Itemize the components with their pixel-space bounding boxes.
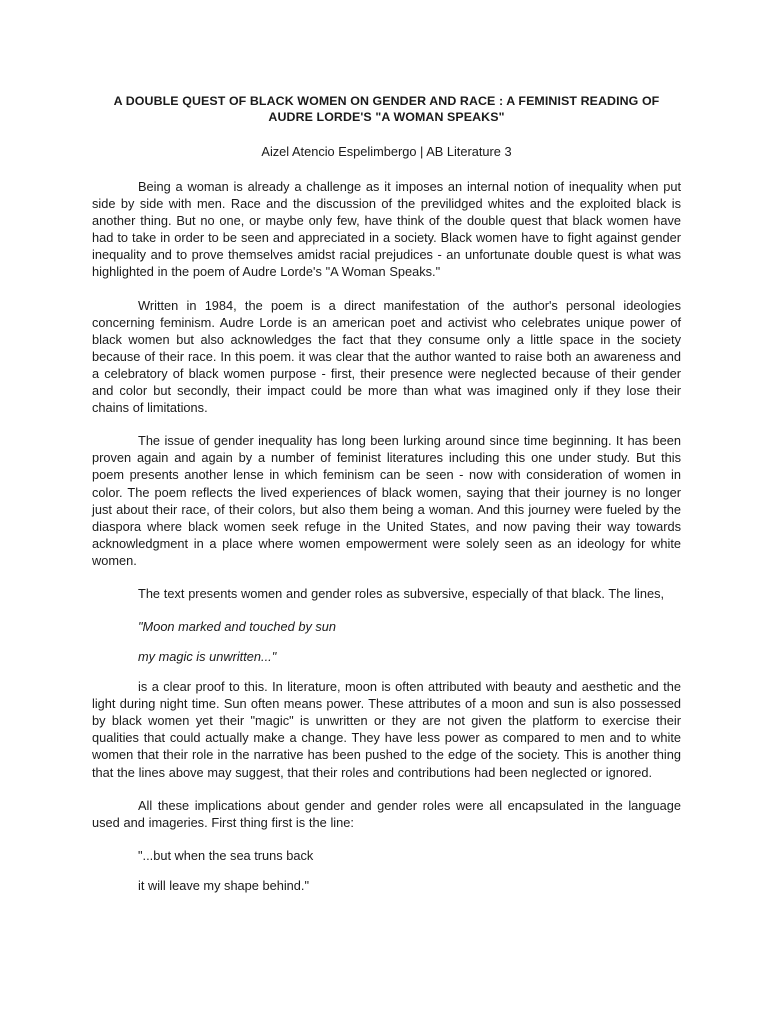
paragraph-4: The text presents women and gender roles as subversive, especially of that black. The lines,	[138, 585, 665, 601]
document-title	[92, 93, 681, 125]
paragraph-1: Being a woman is already a challenge as it imposes an internal notion of inequality when put side by side with men. Race and the discussion of the previlidged whites and the exploited black is another thing. But no one, or maybe only few, have think of the double quest that black women have had to take in order to be seen and appreciated in a society. Black women have to fight against gender inequality and to prove themselves amidst racial prejudices - an unfortunate double quest is what was highlighted in the poem of Audre Lorde's "A Woman Speaks."	[92, 179, 681, 280]
paragraph-6: All these implications about gender and gender roles were all encapsulated in the language used and imageries. First thing first is the line:	[92, 797, 681, 830]
paragraph-3: The issue of gender inequality has long been lurking around since time beginning. It has been proven again and again by a number of feminist literatures including this one under study. But this poem presents another lense in which feminism can be seen - now with consideration of women in color. The poem reflects the lived experiences of black women, saying that their journey is no longer just about their race, of their colors, but also them being a woman. And this journey were fueled by the diaspora where black women seek refuge in the United States, and now paving their way towards acknowledgment in a place where women empowerment were solely seen as an ideology for white women.	[92, 433, 681, 568]
quote-1-line-1: "Moon marked and touched by sun	[138, 619, 337, 635]
author-line: Aizel Atencio Espelimbergo | AB Literature 3	[261, 144, 512, 159]
paragraph-5: is a clear proof to this. In literature, moon is often attributed with beauty and aesthetic and the light during night time. Sun often means power. These attributes of a moon and sun is also possessed by black women yet their "magic" is unwritten or they are not given the platform to exercise their qualities that could actually make a change. They have less power as compared to men and to white women that their role in the narrative has been pushed to the edge of the society. This is another thing that the lines above may suggest, that their roles and contributions had been neglected or ignored.	[92, 679, 681, 780]
quote-2-line-2: it will leave my shape behind."	[138, 877, 309, 893]
paragraph-2: Written in 1984, the poem is a direct manifestation of the author's personal ideologies concerning feminism. Audre Lorde is an american poet and activist who celebrates unique power of black women but also acknowledges the fact that they consume only a little space in the society because of their race. In this poem. it was clear that the author wanted to raise both an awareness and a celebratory of black women purpose - first, their presence were neglected because of their gender and color but secondly, their impact could be more than what was imagined only if they lose their chains of limitations.	[92, 297, 681, 416]
quote-2-line-1: "...but when the sea truns back	[138, 847, 314, 863]
title-line-1: A DOUBLE QUEST OF BLACK WOMEN ON GENDER AND RACE : A FEMINIST READING OF	[113, 94, 660, 108]
quote-1-line-2: my magic is unwritten..."	[138, 649, 277, 665]
title-line-2: AUDRE LORDE'S "A WOMAN SPEAKS"	[268, 110, 505, 124]
